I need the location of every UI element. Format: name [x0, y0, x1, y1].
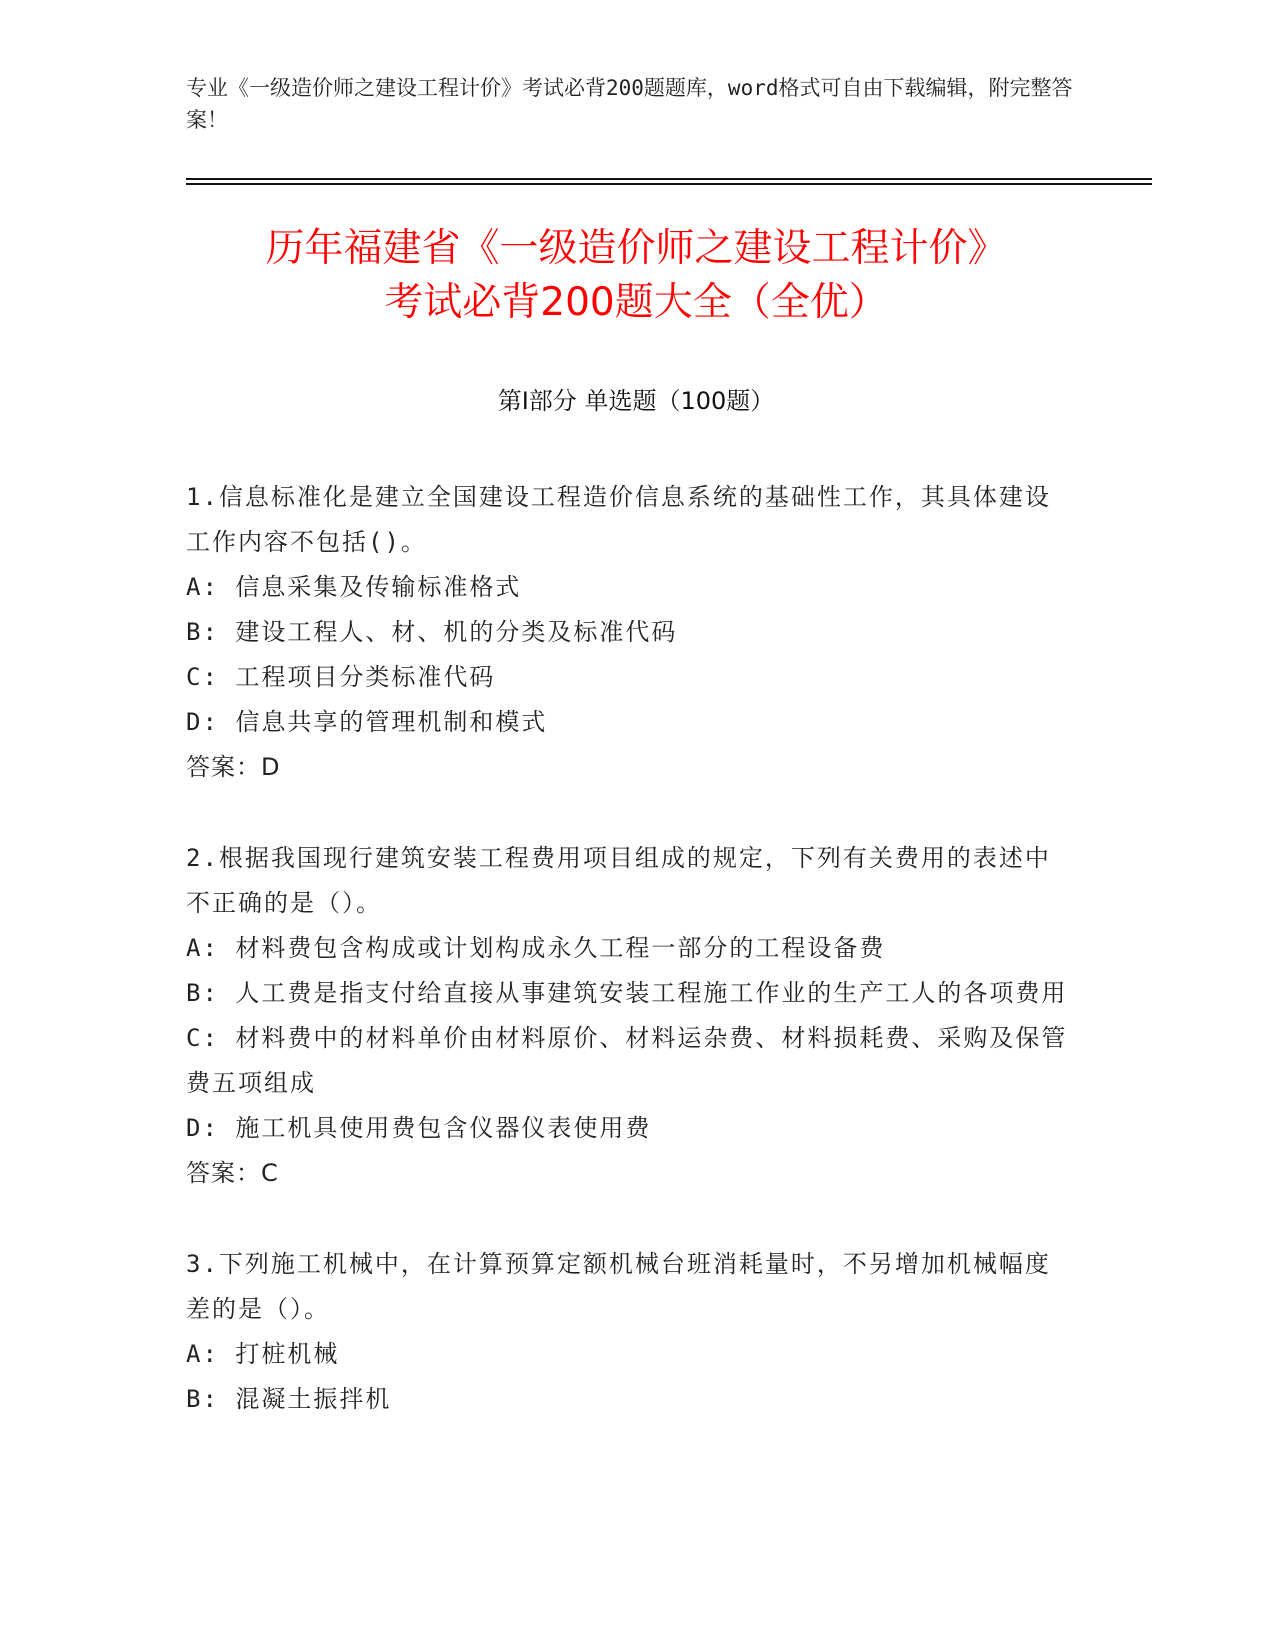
question-list: [186, 475, 1076, 1468]
option-d: D: 信息共享的管理机制和模式: [186, 708, 548, 736]
option-a: A: 材料费包含构成或计划构成永久工程一部分的工程设备费: [186, 934, 886, 962]
question-3: [186, 1242, 1076, 1422]
option-c: C: 工程项目分类标准代码: [186, 663, 496, 691]
section-heading: 第I部分 单选题（100题）: [497, 387, 775, 415]
question-stem: 1.信息标准化是建立全国建设工程造价信息系统的基础性工作，其具体建设工作内容不包括()。: [186, 483, 1051, 556]
header-divider-bottom: [186, 183, 1152, 185]
answer: 答案：C: [186, 1159, 279, 1187]
option-d: D: 施工机具使用费包含仪器仪表使用费: [186, 1114, 652, 1142]
option-a: A: 信息采集及传输标准格式: [186, 573, 522, 601]
question-stem: 3.下列施工机械中，在计算预算定额机械台班消耗量时，不另增加机械幅度差的是（）。: [186, 1250, 1051, 1323]
question-stem: 2.根据我国现行建筑安装工程费用项目组成的规定，下列有关费用的表述中不正确的是（）。: [186, 844, 1051, 917]
option-b: B: 建设工程人、材、机的分类及标准代码: [186, 618, 678, 646]
answer: 答案：D: [186, 753, 281, 781]
header-note: 专业《一级造价师之建设工程计价》考试必背200题题库，word格式可自由下载编辑，附完整答案！: [186, 76, 1073, 132]
document-title-line-2: 考试必背200题大全（全优）: [384, 280, 888, 325]
option-b: B: 人工费是指支付给直接从事建筑安装工程施工作业的生产工人的各项费用: [186, 979, 1068, 1007]
option-c: C: 材料费中的材料单价由材料原价、材料运杂费、材料损耗费、采购及保管费五项组成: [186, 1024, 1068, 1097]
document-title: [186, 222, 1086, 330]
option-a: A: 打桩机械: [186, 1340, 340, 1368]
header-divider-top: [186, 178, 1152, 180]
document-title-line-1: 历年福建省《一级造价师之建设工程计价》: [265, 226, 1007, 271]
option-b: B: 混凝土振拌机: [186, 1385, 392, 1413]
question-2: [186, 836, 1076, 1196]
question-1: [186, 475, 1076, 790]
